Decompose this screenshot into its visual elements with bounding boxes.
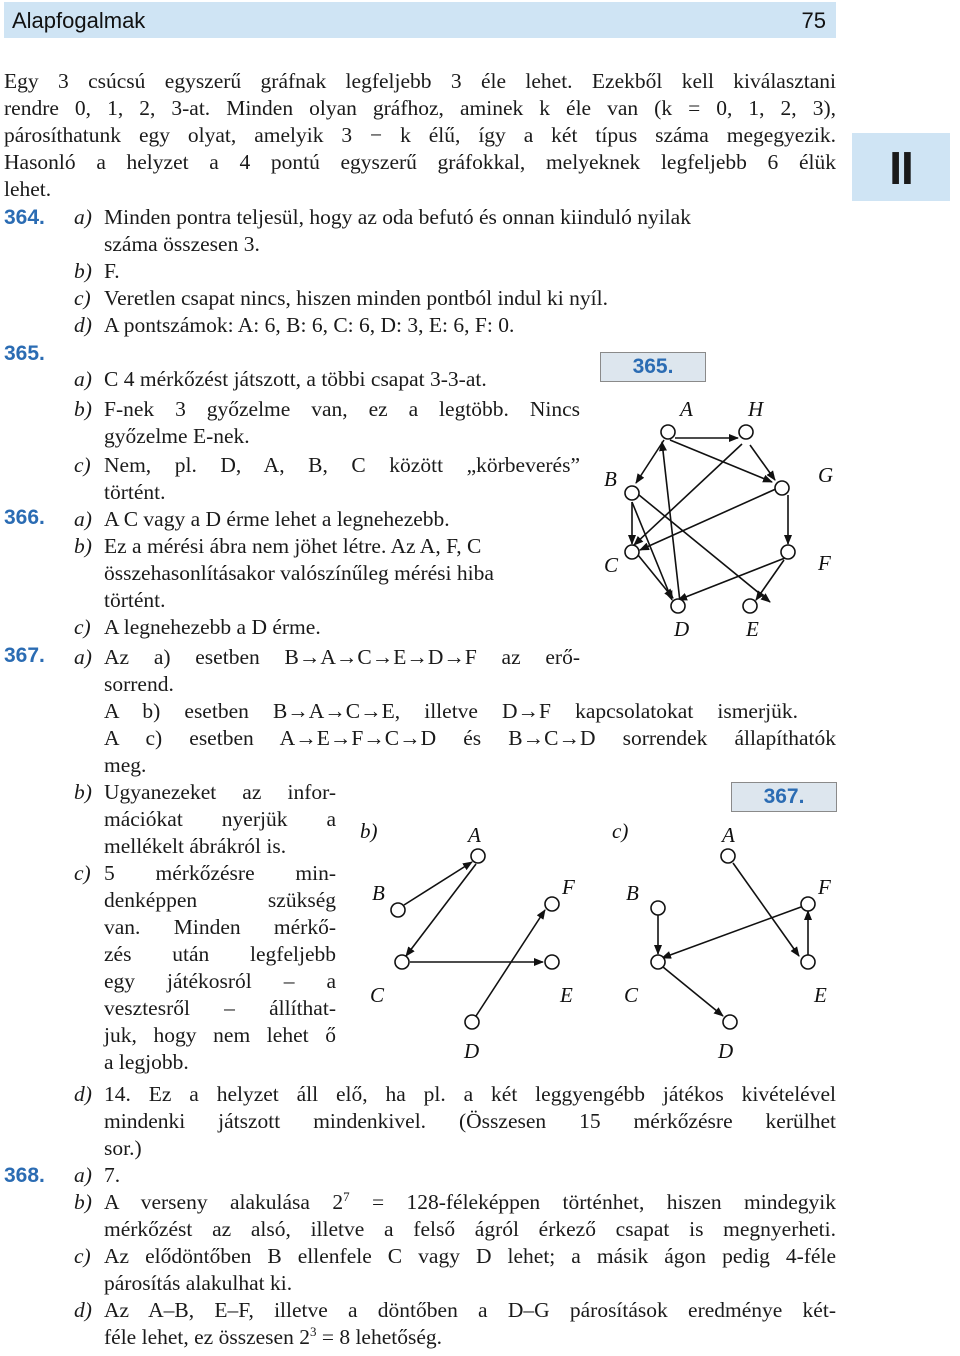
node-H xyxy=(739,425,753,439)
answer-366-b-3: történt. xyxy=(104,588,166,612)
problem-number-366: 366. xyxy=(4,506,45,529)
answer-368-d-1: Az A–B, E–F, illetve a döntőben a D–G párosítások eredménye két- xyxy=(104,1298,836,1322)
answer-367-b-2: mációkat nyerjük a xyxy=(104,807,336,831)
chapter-tab xyxy=(852,133,950,201)
node-label-c-C: C xyxy=(624,983,639,1007)
label-364-c: c) xyxy=(74,286,91,310)
edge-H-C xyxy=(634,444,742,545)
answer-367-c-3: van. Minden mérkő- xyxy=(104,915,336,939)
label-367-b: b) xyxy=(74,780,92,804)
node-A xyxy=(661,425,675,439)
edge-F-E xyxy=(756,560,784,600)
node-b-B xyxy=(391,903,405,917)
node-b-D xyxy=(465,1015,479,1029)
label-368-c: c) xyxy=(74,1244,91,1268)
node-b-E xyxy=(545,955,559,969)
answer-365-b-2: győzelme E-nek. xyxy=(104,424,250,448)
label-367-d: d) xyxy=(74,1082,92,1106)
edge-c-A-E xyxy=(733,863,799,956)
answer-367-d-2: mindenki játszott mindenkivel. (Összesen 15 mérkőzésre kerülhet xyxy=(104,1109,836,1133)
page-number: 75 xyxy=(801,8,826,33)
node-b-F xyxy=(545,897,559,911)
node-label-b-D: D xyxy=(464,1039,480,1063)
intro-line-1: Egy 3 csúcsú egyszerű gráfnak legfeljebb 3 éle lehet. Ezekből kell kiválasztani xyxy=(4,69,836,93)
answer-367-a-2: sorrend. xyxy=(104,672,174,696)
label-368-b: b) xyxy=(74,1190,92,1214)
tournament-graph-365 xyxy=(590,390,850,650)
node-c-F xyxy=(801,897,815,911)
answer-365-c-1: Nem, pl. D, A, B, C között „körbeverés” xyxy=(104,453,580,477)
node-label-C: C xyxy=(604,553,619,577)
node-label-G: G xyxy=(818,463,834,487)
node-E xyxy=(743,599,757,613)
answer-364-b: F. xyxy=(104,259,120,283)
problem-number-365: 365. xyxy=(4,342,45,365)
intro-line-2: rendre 0, 1, 2, 3-at. Minden olyan gráfhoz, aminek k éle van (k = 0, 1, 2, 3), xyxy=(4,96,836,120)
figure-label-365: 365. xyxy=(600,352,706,382)
edge-A-G xyxy=(670,440,772,482)
label-367-c: c) xyxy=(74,861,91,885)
answer-367-c-5: egy játékosról – a xyxy=(104,969,336,993)
node-label-B: B xyxy=(604,467,617,491)
node-label-c-A: A xyxy=(722,823,735,847)
answer-368-b-2: mérkőzést az alsó, illetve a felső ágról érkező csapat is megnyerheti. xyxy=(104,1217,836,1241)
label-365-b: b) xyxy=(74,397,92,421)
node-F xyxy=(781,545,795,559)
node-c-D xyxy=(723,1015,737,1029)
node-label-c-E: E xyxy=(814,983,827,1007)
answer-368-c-2: párosítás alakulhat ki. xyxy=(104,1271,293,1295)
node-c-B xyxy=(651,901,665,915)
answer-368-d-2: féle lehet, ez összesen $2^3 = 8$ lehetőség. xyxy=(104,1323,443,1349)
answer-368-a: 7. xyxy=(104,1163,121,1187)
answer-367-a-5: meg. xyxy=(104,753,147,777)
node-b-C xyxy=(395,955,409,969)
answer-368-c-1: Az elődöntőben B ellenfele C vagy D lehet; a másik ágon pedig 4-féle xyxy=(104,1244,836,1268)
answer-367-d-1: 14. Ez a helyzet áll elő, ha pl. a két leggyengébb játékos kivételével xyxy=(104,1082,836,1106)
answer-364-a-1: Minden pontra teljesül, hogy az oda befutó és onnan kiinduló nyilak xyxy=(104,205,691,229)
label-366-b: b) xyxy=(74,534,92,558)
page-header xyxy=(4,2,836,38)
answer-367-d-3: sor.) xyxy=(104,1136,142,1160)
answer-368-b-1: A verseny alakulása $2^7$ = 128-féleképpen történhet, hiszen mindegyik xyxy=(104,1188,836,1214)
answer-367-c-7: juk, hogy nem lehet ő xyxy=(104,1023,336,1047)
answer-367-a-4: A c) esetben A→E→F→C→D és B→C→D sorrendek állapíthatók xyxy=(104,726,836,750)
intro-line-4: Hasonló a helyzet a 4 pontú egyszerű gráfokkal, melyeknek legfeljebb 6 élük xyxy=(4,150,836,174)
answer-367-a-3: A b) esetben B→A→C→E, illetve D→F kapcsolatokat ismerjük. xyxy=(104,699,798,723)
label-365-c: c) xyxy=(74,453,91,477)
label-366-c: c) xyxy=(74,615,91,639)
node-label-b-A: A xyxy=(468,823,481,847)
answer-365-b-1: F-nek 3 győzelme van, ez a legtöbb. Nincs xyxy=(104,397,580,421)
node-label-F: F xyxy=(818,551,831,575)
answer-367-b-1: Ugyanezeket az infor- xyxy=(104,780,336,804)
label-364-a: a) xyxy=(74,205,92,229)
node-label-H: H xyxy=(748,397,764,421)
problem-number-368: 368. xyxy=(4,1164,45,1187)
answer-365-c-2: történt. xyxy=(104,480,166,504)
answer-367-c-2: denképpen szükség xyxy=(104,888,336,912)
edge-c-F-C xyxy=(662,907,801,958)
label-364-d: d) xyxy=(74,313,92,337)
edge-b-A-C xyxy=(406,864,476,956)
label-368-d: d) xyxy=(74,1298,92,1322)
node-label-b-B: B xyxy=(372,881,385,905)
graphs-367 xyxy=(350,812,850,1072)
node-label-D: D xyxy=(674,617,690,641)
answer-367-a-1: Az a) esetben B→A→C→E→D→F az erő- xyxy=(104,645,580,669)
answer-367-c-1: 5 mérkőzésre min- xyxy=(104,861,336,885)
node-c-C xyxy=(651,955,665,969)
answer-364-a-2: száma összesen 3. xyxy=(104,232,260,256)
node-G xyxy=(775,481,789,495)
answer-367-c-6: vesztesről – állíthat- xyxy=(104,996,336,1020)
section-title: Alapfogalmak xyxy=(12,8,146,33)
problem-number-364: 364. xyxy=(4,206,45,229)
node-C xyxy=(625,545,639,559)
problem-number-367: 367. xyxy=(4,644,45,667)
answer-367-c-8: a legjobb. xyxy=(104,1050,189,1074)
node-label-b-F: F xyxy=(562,875,575,899)
label-366-a: a) xyxy=(74,507,92,531)
edge-D-A xyxy=(662,442,680,602)
answer-366-b-2: összehasonlításakor valószínűleg mérési hiba xyxy=(104,561,494,585)
answer-367-b-3: mellékelt ábrákról is. xyxy=(104,834,287,858)
intro-line-5: lehet. xyxy=(4,177,52,201)
answer-364-c: Veretlen csapat nincs, hiszen minden pontból indul ki nyíl. xyxy=(104,286,608,310)
label-368-a: a) xyxy=(74,1163,92,1187)
label-367-a: a) xyxy=(74,645,92,669)
node-c-E xyxy=(801,955,815,969)
edge-b-D-F xyxy=(476,910,545,1016)
answer-364-d: A pontszámok: A: 6, B: 6, C: 6, D: 3, E: 6, F: 0. xyxy=(104,313,515,337)
label-364-b: b) xyxy=(74,259,92,283)
label-365-a: a) xyxy=(74,367,92,391)
node-label-c-B: B xyxy=(626,881,639,905)
node-label-c-F: F xyxy=(818,875,831,899)
edge-B-E xyxy=(639,495,770,602)
node-label-c-D: D xyxy=(718,1039,734,1063)
node-label-b-E: E xyxy=(560,983,573,1007)
figure-label-367: 367. xyxy=(731,782,837,812)
answer-366-b-1: Ez a mérési ábra nem jöhet létre. Az A, F, C xyxy=(104,534,482,558)
edge-F-D xyxy=(678,558,785,600)
fig-c-label: c) xyxy=(612,819,629,843)
node-label-b-C: C xyxy=(370,983,385,1007)
node-B xyxy=(625,486,639,500)
answer-365-a: C 4 mérkőzést játszott, a többi csapat 3-3-at. xyxy=(104,367,487,391)
fig-b-label: b) xyxy=(360,819,378,843)
answer-366-a: A C vagy a D érme lehet a legnehezebb. xyxy=(104,507,450,531)
node-label-E: E xyxy=(746,617,759,641)
edge-A-B xyxy=(636,440,664,483)
node-label-A: A xyxy=(680,397,693,421)
edge-c-C-D xyxy=(663,967,723,1016)
node-D xyxy=(671,599,685,613)
answer-367-c-4: zés után legfeljebb xyxy=(104,942,336,966)
answer-366-c: A legnehezebb a D érme. xyxy=(104,615,321,639)
node-c-A xyxy=(721,849,735,863)
intro-line-3: párosíthatunk egy olyat, amelyik 3 − k élű, így a két típus száma megegyezik. xyxy=(4,123,836,147)
node-b-A xyxy=(471,849,485,863)
chapter-tab-label: II xyxy=(889,142,913,194)
